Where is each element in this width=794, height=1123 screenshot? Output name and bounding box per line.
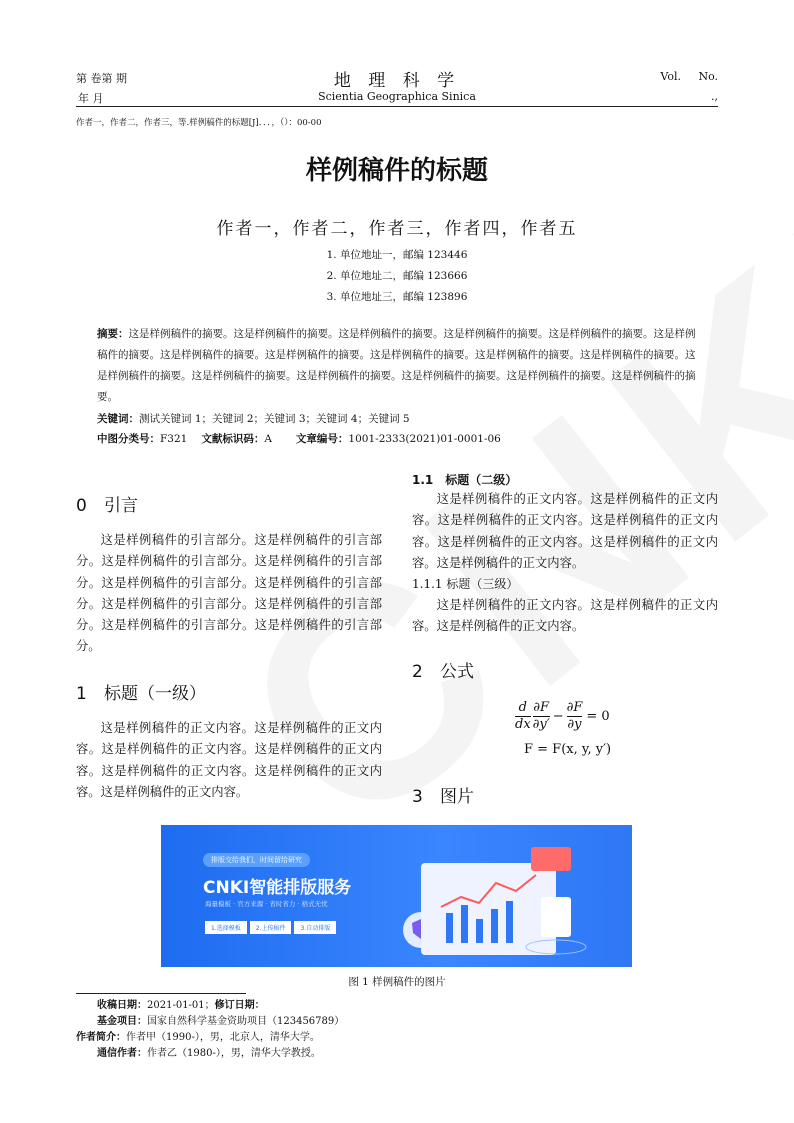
footnote-author (76, 1030, 320, 1046)
classification-line (97, 429, 707, 449)
section-1-heading (76, 679, 206, 704)
revised-label: 修订日期： (214, 1000, 265, 1011)
keywords-text: 测试关键词 1；关键词 2；关键词 3；关键词 4；关键词 5 (139, 413, 410, 425)
footnote-received (97, 998, 265, 1014)
keywords (97, 409, 707, 429)
section-number: 1.1 (412, 473, 434, 487)
header-vol-no: Vol. No. (660, 70, 718, 83)
fraction-numerator: ∂F (566, 700, 583, 715)
citation-line: 作者一，作者二，作者三，等.样例稿件的标题[J]．．．，（）：00-00 (76, 118, 322, 128)
abstract-text: 这是样例稿件的摘要。这是样例稿件的摘要。这是样例稿件的摘要。这是样例稿件的摘要。这是样例稿件的摘要。这是样例稿件的摘要。这是样例稿件的摘要。这是样例稿件的摘要。这是样例稿件的摘要。这是样例稿件的摘要。这是样例稿件的摘要。这是样例稿件的摘要。这是样例稿件的摘要。这是样例稿件的摘要。这是样例稿件的摘要。这是样例稿件的摘要。这是样例稿件的摘要。 (97, 328, 696, 403)
author-bio-text: 作者甲（1990-），男，北京人，清华大学。 (126, 1032, 320, 1043)
fraction-denominator: dx (515, 717, 531, 732)
equation-1 (514, 700, 610, 733)
author-bio-label: 作者简介： (76, 1032, 126, 1043)
section-1-paragraph: 这是样例稿件的正文内容。这是样例稿件的正文内容。这是样例稿件的正文内容。这是样例稿件的正文内容。这是样例稿件的正文内容。这是样例稿件的正文内容。这是样例稿件的正文内容。 (76, 721, 382, 799)
section-3-heading (412, 782, 474, 807)
monitor-screen (421, 863, 556, 955)
equation-2: F = F(x, y, y′) (524, 742, 612, 757)
side-card (541, 897, 571, 937)
section-2-heading (412, 657, 474, 682)
section-1-1-paragraph: 这是样例稿件的正文内容。这是样例稿件的正文内容。这是样例稿件的正文内容。这是样例稿件的正文内容。这是样例稿件的正文内容。这是样例稿件的正文内容。这是样例稿件的正文内容。 (412, 492, 718, 570)
clc-value: F321 (160, 433, 188, 445)
fund-text: 国家自然科学基金资助项目（123456789） (147, 1016, 345, 1027)
header-year-month: 年 月 (78, 92, 104, 105)
paper-title: 样例稿件的标题 (305, 156, 488, 186)
footnote-corresponding (97, 1046, 321, 1062)
equation-rhs: = 0 (586, 709, 610, 724)
bar-mark (491, 909, 498, 943)
section-number: 3 (412, 787, 423, 807)
affiliation-2: 2. 单位地址二，邮编 123666 (326, 270, 468, 282)
fraction-d-dx (515, 700, 531, 733)
corresponding-text: 作者乙（1980-），男，清华大学教授。 (147, 1048, 321, 1059)
doc-code-value: A (264, 433, 272, 445)
banner-tagline: 排版交给我们，时间留给研究 (203, 853, 310, 867)
banner-subtitle: 海量模板 · 官方来源 · 省时省力 · 格式无忧 (205, 900, 328, 908)
affiliation-3: 3. 单位地址三，邮编 123896 (326, 291, 468, 303)
fraction-dF-dyprime (533, 700, 550, 733)
section-number: 0 (76, 496, 87, 516)
bar-mark (476, 919, 483, 943)
banner-step: 3.自动排版 (294, 921, 336, 934)
section-1-1-heading (412, 471, 517, 488)
section-0-heading (76, 491, 138, 516)
fraction-denominator: ∂y′ (532, 717, 550, 732)
fraction-dF-dy (567, 700, 583, 733)
bar-mark (461, 905, 468, 943)
footnote-rule (76, 993, 246, 994)
banner-step: 2.上传稿件 (250, 921, 292, 934)
banner-illustration (391, 835, 631, 965)
figure-caption: 图 1 样例稿件的图片 (348, 976, 446, 988)
banner-step: 1.选择模板 (205, 921, 247, 934)
section-1-1-1-heading: 1.1.1 标题（三级） (412, 577, 519, 591)
header-volume-issue: 第 卷第 期 (76, 72, 127, 85)
abstract-label: 摘要： (97, 328, 129, 340)
author-list: 作者一，作者二，作者三，作者四，作者五 (216, 219, 578, 239)
fraction-numerator: ∂F (533, 700, 550, 715)
keywords-label: 关键词： (97, 413, 139, 425)
article-number-label: 文章编号： (295, 433, 349, 445)
doc-code-label: 文献标识码： (201, 433, 265, 445)
section-1-1-1-paragraph: 这是样例稿件的正文内容。这是样例稿件的正文内容。这是样例稿件的正文内容。 (412, 598, 718, 634)
received-date: 2021-01-01； (147, 1000, 215, 1011)
intro-paragraph: 这是样例稿件的引言部分。这是样例稿件的引言部分。这是样例稿件的引言部分。这是样例稿件的引言部分。这是样例稿件的引言部分。这是样例稿件的引言部分。这是样例稿件的引言部分。这是样例稿件的引言部分。这是样例稿件的引言部分。这是样例稿件的引言部分。 (76, 533, 382, 654)
section-title: 图片 (440, 787, 474, 807)
header-rule (76, 106, 718, 107)
abstract (97, 324, 697, 408)
received-label: 收稿日期： (97, 1000, 147, 1011)
fraction-denominator: ∂y (567, 717, 582, 732)
header-right-bottom: ., (711, 90, 718, 103)
fund-label: 基金项目： (97, 1016, 147, 1027)
section-number: 2 (412, 662, 423, 682)
journal-title-en: Scientia Geographica Sinica (318, 90, 476, 103)
figure-banner-image (161, 825, 632, 967)
affiliation-1: 1. 单位地址一，邮编 123446 (326, 249, 468, 261)
section-title: 引言 (104, 496, 138, 516)
section-number: 1 (76, 684, 87, 704)
journal-title-cn: 地 理 科 学 (333, 71, 461, 91)
section-title: 标题（二级） (445, 473, 518, 487)
section-title: 标题（一级） (104, 684, 206, 704)
banner-title: CNKI智能排版服务 (203, 878, 352, 898)
article-number-value: 1001-2333(2021)01-0001-06 (348, 433, 501, 445)
footnote-fund (97, 1014, 344, 1030)
minus-sign: − (552, 709, 564, 724)
bar-mark (506, 901, 513, 943)
fraction-numerator: d (518, 700, 527, 715)
clc-label: 中图分类号： (97, 433, 160, 445)
corresponding-label: 通信作者： (97, 1048, 147, 1059)
banner-steps (205, 921, 336, 934)
chat-card (531, 847, 571, 871)
section-title: 公式 (440, 662, 474, 682)
bar-mark (446, 913, 453, 943)
